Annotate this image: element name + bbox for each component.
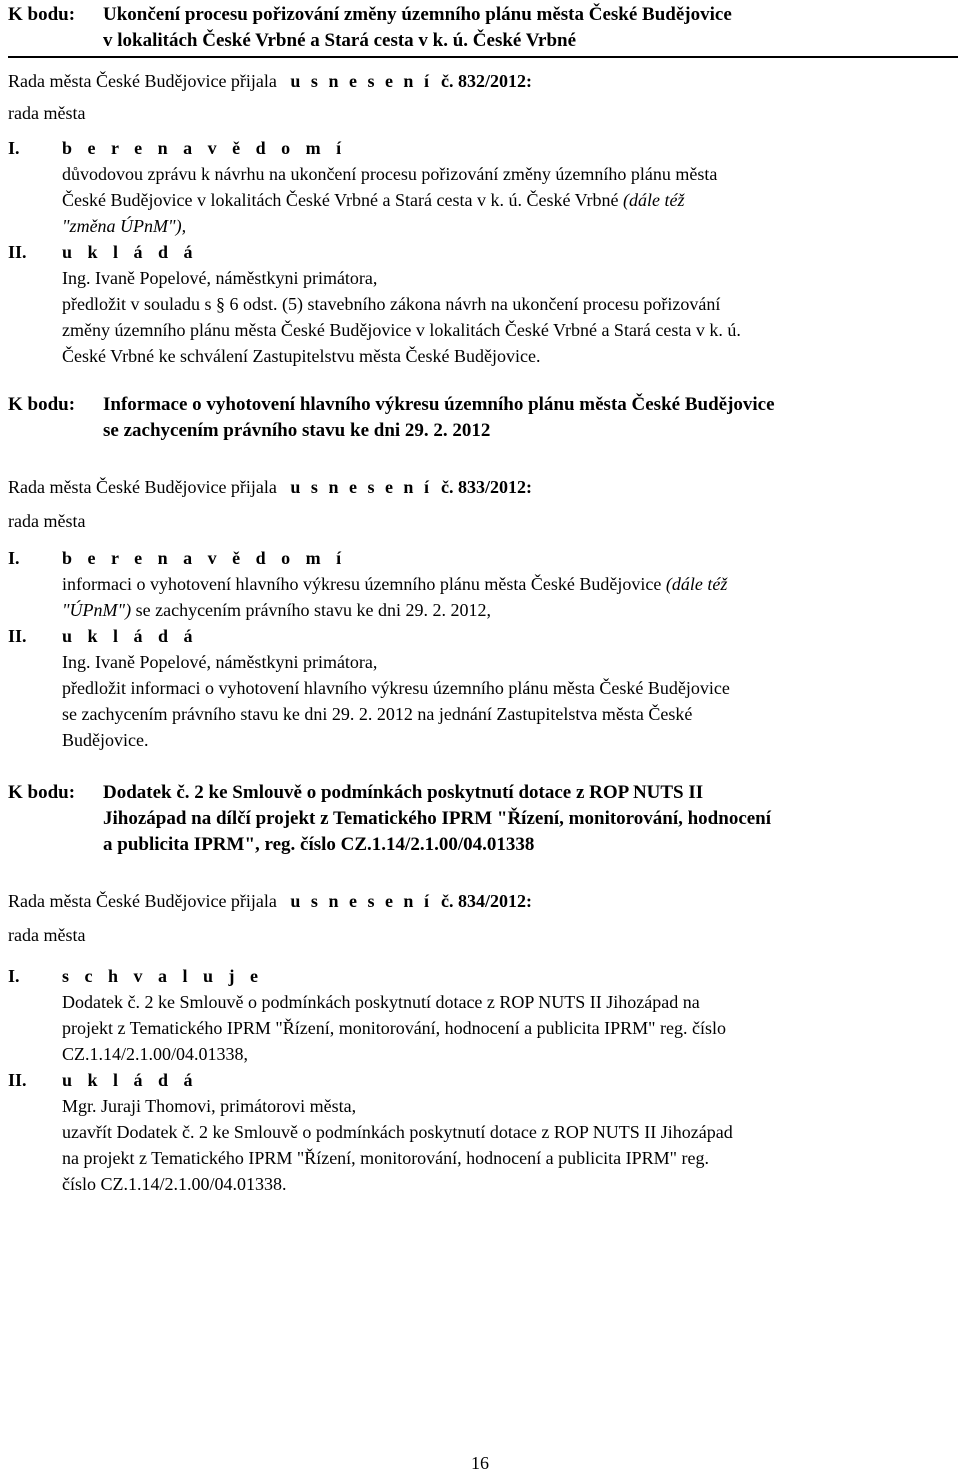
assignee: Mgr. Juraji Thomovi, primátorovi města, (62, 1096, 357, 1116)
section-title: Dodatek č. 2 ke Smlouvě o podmínkách poskytnutí dotace z ROP NUTS II Jihozápad na dílčí projekt z Tematického IPRM "Řízení, monitorování, hodnocení a publicita IPRM", reg. číslo CZ.1.14/2.1.00/04.01338 (103, 782, 772, 855)
item-II: II. u k l á d á (8, 1067, 952, 1093)
section-title: Informace o vyhotovení hlavního výkresu územního plánu města České Budějovice se zachycením právního stavu ke dni 29. 2. 2012 (103, 394, 775, 441)
resolution-number: č. 833/2012: (440, 477, 532, 497)
item-II: II. u k l á d á (8, 623, 952, 649)
assignee: Ing. Ivaně Popelové, náměstkyni primátora, (62, 652, 378, 672)
item-I: I. b e r e n a v ě d o m í (8, 545, 952, 571)
section-heading (8, 780, 952, 858)
item-verb: u k l á d á (62, 626, 199, 646)
item-I: I. b e r e n a v ě d o m í (8, 135, 952, 161)
page-number: 16 (471, 1453, 489, 1473)
usneseni-label: u s n e s e n í (290, 477, 432, 497)
item-I: I. s c h v a l u j e (8, 963, 952, 989)
resolution-line: Rada města České Budějovice přijala u s n e s e n í č. 833/2012: (8, 477, 532, 497)
kbodu-label: K bodu: (8, 4, 76, 25)
item-verb: b e r e n a v ě d o m í (62, 138, 347, 158)
section-title: Ukončení procesu pořizování změny územního plánu města České Budějovice v lokalitách České Vrbné a Stará cesta v k. ú. České Vrbné (103, 4, 732, 51)
kbodu-label: K bodu: (8, 782, 76, 803)
item-II-text: Ing. Ivaně Popelové, náměstkyni primátora, předložit v souladu s § 6 odst. (5) stavebního zákona návrh na ukončení procesu pořizování změny územního plánu města České Budějovice v lokalitách České Vrbné a Stará cesta v k. ú. České Vrbné ke schválení Zastupitelstvu města České Budějovice. (8, 265, 952, 369)
item-verb: u k l á d á (62, 242, 199, 262)
item-verb: u k l á d á (62, 1070, 199, 1090)
resolution-number: č. 834/2012: (440, 891, 532, 911)
rada-mesta: rada města (8, 103, 86, 123)
resolution-number: č. 832/2012: (440, 71, 532, 91)
resolution-line: Rada města České Budějovice přijala u s n e s e n í č. 834/2012: (8, 891, 532, 911)
section-heading (8, 392, 952, 444)
item-II-text: Ing. Ivaně Popelové, náměstkyni primátora, předložit informaci o vyhotovení hlavního výkresu územního plánu města České Budějovice se zachycením právního stavu ke dni 29. 2. 2012 na jednání Zastupitelstva města České Budějovice. (8, 649, 952, 753)
heading-rule (8, 56, 958, 58)
rada-mesta: rada města (8, 925, 86, 945)
section-heading (8, 2, 952, 54)
item-verb: b e r e n a v ě d o m í (62, 548, 347, 568)
rada-mesta: rada města (8, 511, 86, 531)
resolution-line: Rada města České Budějovice přijala u s n e s e n í č. 832/2012: (8, 71, 532, 91)
item-II: II. u k l á d á (8, 239, 952, 265)
item-II-text: Mgr. Juraji Thomovi, primátorovi města, uzavřít Dodatek č. 2 ke Smlouvě o podmínkách poskytnutí dotace z ROP NUTS II Jihozápad na projekt z Tematického IPRM "Řízení, monitorování, hodnocení a publicita IPRM" reg. číslo CZ.1.14/2.1.00/04.01338. (8, 1093, 952, 1197)
item-verb: s c h v a l u j e (62, 966, 264, 986)
item-I-text: informaci o vyhotovení hlavního výkresu územního plánu města České Budějovice (dále též "ÚPnM") se zachycením právního stavu ke dni 29. 2. 2012, (62, 574, 728, 620)
section-834 (8, 780, 952, 1197)
item-I-text: důvodovou zprávu k návrhu na ukončení procesu pořizování změny územního plánu města České Budějovice v lokalitách České Vrbné a Stará cesta v k. ú. České Vrbné (dále též "změna ÚPnM"), (62, 164, 718, 236)
section-833 (8, 392, 952, 753)
kbodu-label: K bodu: (8, 394, 76, 415)
document-page (8, 0, 952, 1197)
usneseni-label: u s n e s e n í (290, 71, 432, 91)
section-832 (8, 2, 952, 369)
assignee: Ing. Ivaně Popelové, náměstkyni primátora, (62, 268, 378, 288)
usneseni-label: u s n e s e n í (290, 891, 432, 911)
item-I-text: Dodatek č. 2 ke Smlouvě o podmínkách poskytnutí dotace z ROP NUTS II Jihozápad na projekt z Tematického IPRM "Řízení, monitorování, hodnocení a publicita IPRM" reg. číslo CZ.1.14/2.1.00/04.01338, (62, 992, 726, 1064)
